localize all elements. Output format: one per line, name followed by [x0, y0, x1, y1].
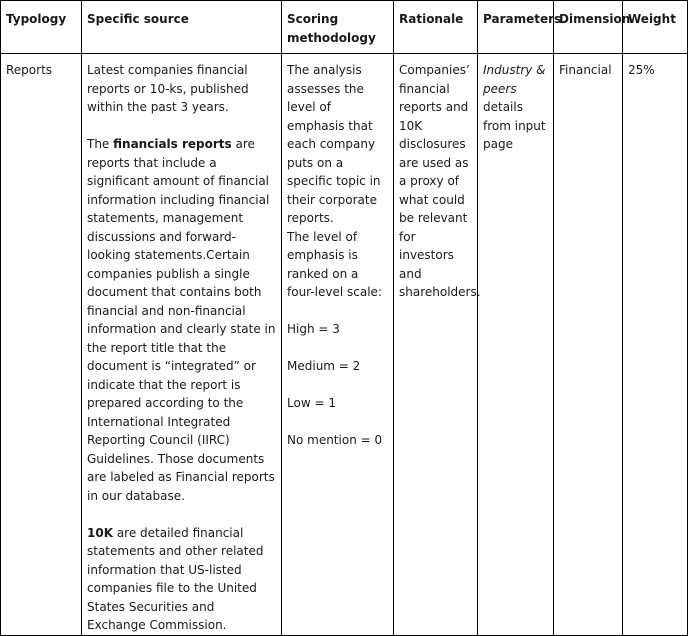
source-p3-rest: are detailed financial statements and other related information that US-listed companies file to the United States Securities and Exchange Commission.: [87, 525, 264, 632]
table-row: [1, 54, 688, 636]
header-specific-source: Specific source: [82, 1, 282, 54]
scoring-high: High = 3: [287, 322, 340, 336]
cell-parameters: [478, 54, 554, 636]
source-paragraph-2: [87, 135, 276, 505]
scoring-no-mention: No mention = 0: [287, 433, 383, 447]
source-paragraph-3: [87, 524, 276, 635]
cell-typology: Reports: [1, 54, 82, 636]
header-typology: Typology: [1, 1, 82, 54]
header-rationale: Rationale: [394, 1, 478, 54]
cell-specific-source: [82, 54, 282, 636]
source-paragraph-1: Latest companies financial reports or 10-ks, published within the past 3 years.: [87, 63, 249, 114]
scoring-ranked: The level of emphasis is ranked on a four-level scale:: [287, 229, 382, 299]
scoring-medium: Medium = 2: [287, 359, 361, 373]
header-dimension: Dimension: [554, 1, 623, 54]
cell-weight: 25%: [623, 54, 688, 636]
cell-dimension: Financial: [554, 54, 623, 636]
source-p2-bold: financials reports: [113, 137, 232, 151]
header-scoring-methodology: Scoring methodology: [282, 1, 394, 54]
scoring-intro: The analysis assesses the level of emphasis that each company puts on a specific topic in their corporate reports.: [287, 63, 381, 225]
header-row: [1, 1, 688, 54]
header-weight: Weight: [623, 1, 688, 54]
scoring-low: Low = 1: [287, 396, 336, 410]
source-p2-prefix: The: [87, 137, 114, 151]
parameters-rest: details from input page: [483, 100, 546, 151]
header-parameters: Parameters: [478, 1, 554, 54]
source-p3-bold: 10K: [87, 525, 113, 540]
source-p2-rest: are reports that include a significant amount of financial information including financial statements, management discussions and forward-looking statements.Certain companies publish a single document that contains both financial and non-financial information and clearly state in the report title that the document is “integrated” or indicate that the report is prepared according to the International Integrated Reporting Council (IIRC) Guidelines. Those documents are labeled as Financial reports in our database.: [87, 137, 276, 503]
cell-rationale: Companies’ financial reports and 10K disclosures are used as a proxy of what could be relevant for investors and shareholders.: [394, 54, 478, 636]
parameters-italic: Industry & peers: [483, 63, 546, 96]
cell-scoring-methodology: [282, 54, 394, 636]
